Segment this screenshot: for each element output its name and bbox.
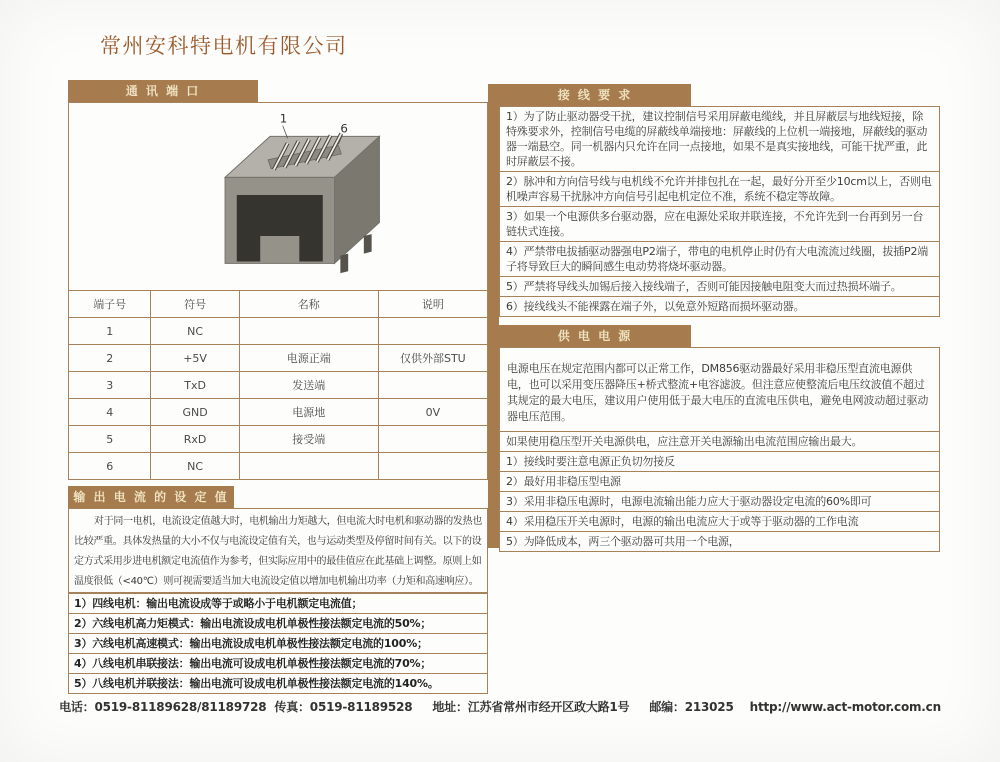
cell: 6 bbox=[69, 453, 151, 480]
comm-port-panel bbox=[68, 102, 488, 480]
list-item: 2）最好用非稳压型电源 bbox=[499, 471, 940, 492]
list-item: 3）采用非稳压电源时，电源电流输出能力应大于驱动器设定电流的60%即可 bbox=[499, 491, 940, 512]
cell: 发送端 bbox=[239, 372, 378, 399]
footer-zip: 邮编：213025 bbox=[649, 700, 734, 714]
list-item: 1）四线电机：输出电流设成等于或略小于电机额定电流值； bbox=[68, 593, 488, 614]
footer-fax: 传真：0519-81189528 bbox=[274, 700, 413, 714]
wiring-list bbox=[499, 106, 940, 317]
company-title: 常州安科特电机有限公司 bbox=[100, 34, 348, 58]
list-item: 4）采用稳压开关电源时，电源的输出电流应大于或等于驱动器的工作电流 bbox=[499, 511, 940, 532]
right-column-accent-strip bbox=[488, 84, 499, 548]
section-header-comm-port: 通 讯 端 口 bbox=[68, 80, 258, 102]
section-header-wiring: 接 线 要 求 bbox=[499, 84, 691, 106]
output-current-list bbox=[68, 593, 488, 694]
list-item: 2）脉冲和方向信号线与电机线不允许并排包扎在一起，最好分开至少10cm以上，否则电机噪声容易干扰脉冲方向信号引起电机定位不准，系统不稳定等故障。 bbox=[499, 171, 940, 207]
list-item: 6）接线线头不能裸露在端子外，以免意外短路而损坏驱动器。 bbox=[499, 296, 940, 317]
cell: 0V bbox=[378, 399, 487, 426]
cell bbox=[239, 318, 378, 345]
list-item: 1）为了防止驱动器受干扰，建议控制信号采用屏蔽电缆线，并且屏蔽层与地线短接，除特殊要求外，控制信号电缆的屏蔽线单端接地：屏蔽线的上位机一端接地，屏蔽线的驱动器一端悬空。同一机器内只允许在同一点接地，如果不是真实接地线，可能干扰严重，此时屏蔽层不接。 bbox=[499, 106, 940, 172]
table-row bbox=[69, 345, 488, 372]
col-header: 符号 bbox=[151, 291, 239, 318]
cell: 仅供外部STU bbox=[378, 345, 487, 372]
table-row bbox=[69, 318, 488, 345]
footer-address: 地址：江苏省常州市经开区政大路1号 bbox=[432, 700, 630, 714]
connector-peg bbox=[340, 254, 348, 274]
section-header-output-current: 输 出 电 流 的 设 定 值 bbox=[68, 486, 234, 508]
footer-contact-line bbox=[0, 698, 1000, 715]
cell: 1 bbox=[69, 318, 151, 345]
connector-peg bbox=[364, 234, 372, 254]
col-header: 说明 bbox=[378, 291, 487, 318]
list-item: 2）六线电机高力矩模式：输出电流设成电机单极性接法额定电流的50%； bbox=[68, 613, 488, 634]
section-gap bbox=[499, 317, 940, 325]
list-item: 3）六线电机高速模式：输出电流设成电机单极性接法额定电流的100%； bbox=[68, 633, 488, 654]
list-item: 5）严禁将导线头加锡后接入接线端子，否则可能因接触电阻变大而过热损坏端子。 bbox=[499, 276, 940, 297]
cell: NC bbox=[151, 318, 239, 345]
footer-website: http://www.act-motor.com.cn bbox=[749, 700, 941, 714]
cell: 2 bbox=[69, 345, 151, 372]
cell: TxD bbox=[151, 372, 239, 399]
list-item: 4）严禁带电拔插驱动器强电P2端子，带电的电机停止时仍有大电流流过线圈，拔插P2端子将导致巨大的瞬间感生电动势将烧坏驱动器。 bbox=[499, 241, 940, 277]
cell bbox=[378, 426, 487, 453]
list-item: 5）八线电机并联接法：输出电流可设成电机单极性接法额定电流的140%。 bbox=[68, 673, 488, 694]
list-item: 5）为降低成本，两三个驱动器可共用一个电源， bbox=[499, 531, 940, 552]
cell bbox=[378, 453, 487, 480]
col-header: 名称 bbox=[239, 291, 378, 318]
pin-label-1: 1 bbox=[279, 111, 288, 126]
output-current-paragraph: 对于同一电机，电流设定值越大时，电机输出力矩越大，但电流大时电机和驱动器的发热也比较严重。具体发热量的大小不仅与电流设定值有关，也与运动类型及停留时间有关。以下的设定方式采用步进电机额定电流值作为参考，但实际应用中的最佳值应在此基础上调整。原则上如温度很低（<40℃）则可视需要适当加大电流设定值以增加电机输出功率（力矩和高速响应）。 bbox=[68, 508, 488, 593]
table-row bbox=[69, 453, 488, 480]
pin-table bbox=[68, 290, 488, 480]
cell: +5V bbox=[151, 345, 239, 372]
table-row bbox=[69, 372, 488, 399]
cell: NC bbox=[151, 453, 239, 480]
power-supply-paragraph: 电源电压在规定范围内都可以正常工作，DM856驱动器最好采用非稳压型直流电源供电，也可以采用变压器降压+桥式整流+电容滤波。但注意应使整流后电压纹波值不超过其规定的最大电压，建议用户使用低于最大电压的直流电压供电，避免电网波动超过驱动器电压范围。 bbox=[499, 347, 940, 432]
footer-phone: 电话：0519-81189628/81189728 bbox=[59, 700, 267, 714]
cell: RxD bbox=[151, 426, 239, 453]
cell: GND bbox=[151, 399, 239, 426]
pin-table-header-row bbox=[69, 291, 488, 318]
cell: 4 bbox=[69, 399, 151, 426]
cell bbox=[239, 453, 378, 480]
cell: 接受端 bbox=[239, 426, 378, 453]
list-item: 4）八线电机串联接法：输出电流可设成电机单极性接法额定电流的70%； bbox=[68, 653, 488, 674]
list-item: 1）接线时要注意电源正负切勿接反 bbox=[499, 451, 940, 472]
col-header: 端子号 bbox=[69, 291, 151, 318]
power-supply-list bbox=[499, 431, 940, 552]
section-header-power-supply: 供 电 电 源 bbox=[499, 325, 691, 347]
right-column bbox=[499, 84, 940, 552]
cell: 3 bbox=[69, 372, 151, 399]
cell: 电源地 bbox=[239, 399, 378, 426]
rj12-connector-photo bbox=[184, 107, 399, 283]
table-row bbox=[69, 399, 488, 426]
list-item: 3）如果一个电源供多台驱动器，应在电源处采取并联连接，不允许先到一台再到另一台链状式连接。 bbox=[499, 206, 940, 242]
table-row bbox=[69, 426, 488, 453]
cell bbox=[378, 318, 487, 345]
power-note: 如果使用稳压型开关电源供电，应注意开关电源输出电流范围应输出最大。 bbox=[499, 431, 940, 452]
pin-label-6: 6 bbox=[340, 121, 348, 136]
cell bbox=[378, 372, 487, 399]
cell: 电源正端 bbox=[239, 345, 378, 372]
cell: 5 bbox=[69, 426, 151, 453]
